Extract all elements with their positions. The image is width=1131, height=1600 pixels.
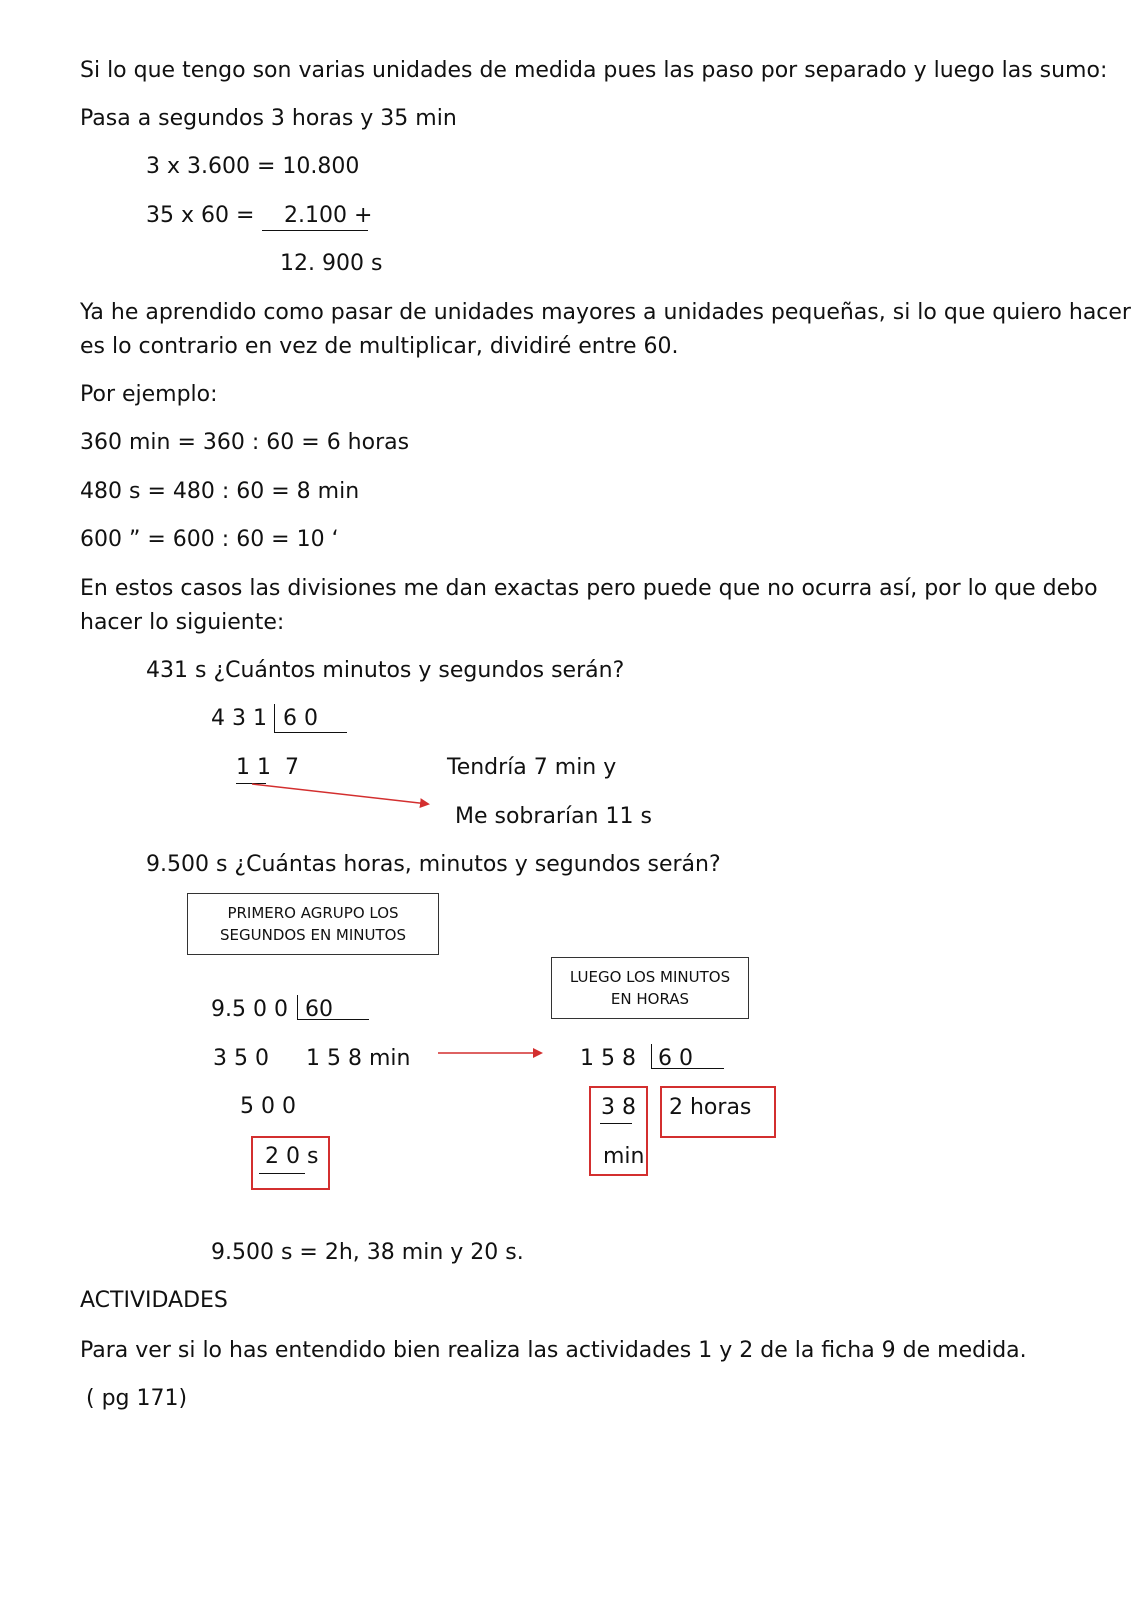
calc1-row-1: 3 x 3.600 = 10.800	[146, 154, 360, 179]
div2-quotient: 1 5 8 min	[306, 1046, 411, 1071]
intro-line-2: Pasa a segundos 3 horas y 35 min	[80, 106, 457, 131]
explain-line-1: Ya he aprendido como pasar de unidades mayores a unidades pequeñas, si lo que quiero hacer	[80, 300, 1131, 325]
activities-heading: ACTIVIDADES	[80, 1288, 228, 1313]
arrow-remainder-to-note	[252, 784, 428, 804]
div2b-dividend: 1 5 8	[580, 1046, 636, 1071]
div1-dividend: 4 3 1	[211, 706, 267, 731]
casos-line-2: hacer lo siguiente:	[80, 610, 285, 635]
example-2: 480 s = 480 : 60 = 8 min	[80, 479, 360, 504]
div2-remainder: 2 0 s	[265, 1144, 319, 1169]
calc1-row-2-right: 2.100 +	[284, 203, 373, 228]
div1-remainder: 1 1	[236, 755, 271, 780]
div2b-divisor: 6 0	[658, 1046, 693, 1071]
casos-line-1: En estos casos las divisiones me dan exactas pero puede que no ocurra así, por lo que debo	[80, 576, 1098, 601]
div2-step-1: 3 5 0	[213, 1046, 269, 1071]
div1-note-1: Tendría 7 min y	[447, 755, 617, 780]
div2-divisor: 60	[305, 997, 333, 1022]
div2-step-2: 5 0 0	[240, 1094, 296, 1119]
activities-text: Para ver si lo has entendido bien realiza las actividades 1 y 2 de la ficha 9 de medida.	[80, 1338, 1027, 1363]
activities-page-ref: ( pg 171)	[86, 1386, 188, 1411]
example-3: 600 ” = 600 : 60 = 10 ‘	[80, 527, 339, 552]
div2b-remainder-unit: min	[603, 1144, 645, 1169]
div2b-remainder: 3 8	[601, 1095, 636, 1120]
note-box-then-line-2: EN HORAS	[610, 990, 690, 1008]
calc1-row-2-left: 35 x 60 =	[146, 203, 255, 228]
div2-result: 9.500 s = 2h, 38 min y 20 s.	[211, 1240, 524, 1265]
div1-question: 431 s ¿Cuántos minutos y segundos serán?	[146, 658, 625, 683]
div2-question: 9.500 s ¿Cuántas horas, minutos y segundos serán?	[146, 852, 721, 877]
div1-note-2: Me sobrarían 11 s	[455, 804, 652, 829]
intro-line-1: Si lo que tengo son varias unidades de medida pues las paso por separado y luego las sumo:	[80, 58, 1108, 83]
example-1: 360 min = 360 : 60 = 6 horas	[80, 430, 410, 455]
div2-dividend: 9.5 0 0	[211, 997, 288, 1022]
div2b-quotient: 2 horas	[669, 1095, 752, 1120]
calc1-total: 12. 900 s	[280, 251, 383, 276]
explain-line-2: es lo contrario en vez de multiplicar, dividiré entre 60.	[80, 334, 679, 359]
note-box-first-line-2: SEGUNDOS EN MINUTOS	[220, 926, 406, 944]
note-box-first-line-1: PRIMERO AGRUPO LOS	[227, 904, 399, 922]
example-label: Por ejemplo:	[80, 382, 218, 407]
div1-divisor: 6 0	[283, 706, 318, 731]
div1-quotient: 7	[285, 755, 299, 780]
note-box-then-line-1: LUEGO LOS MINUTOS	[569, 968, 731, 986]
